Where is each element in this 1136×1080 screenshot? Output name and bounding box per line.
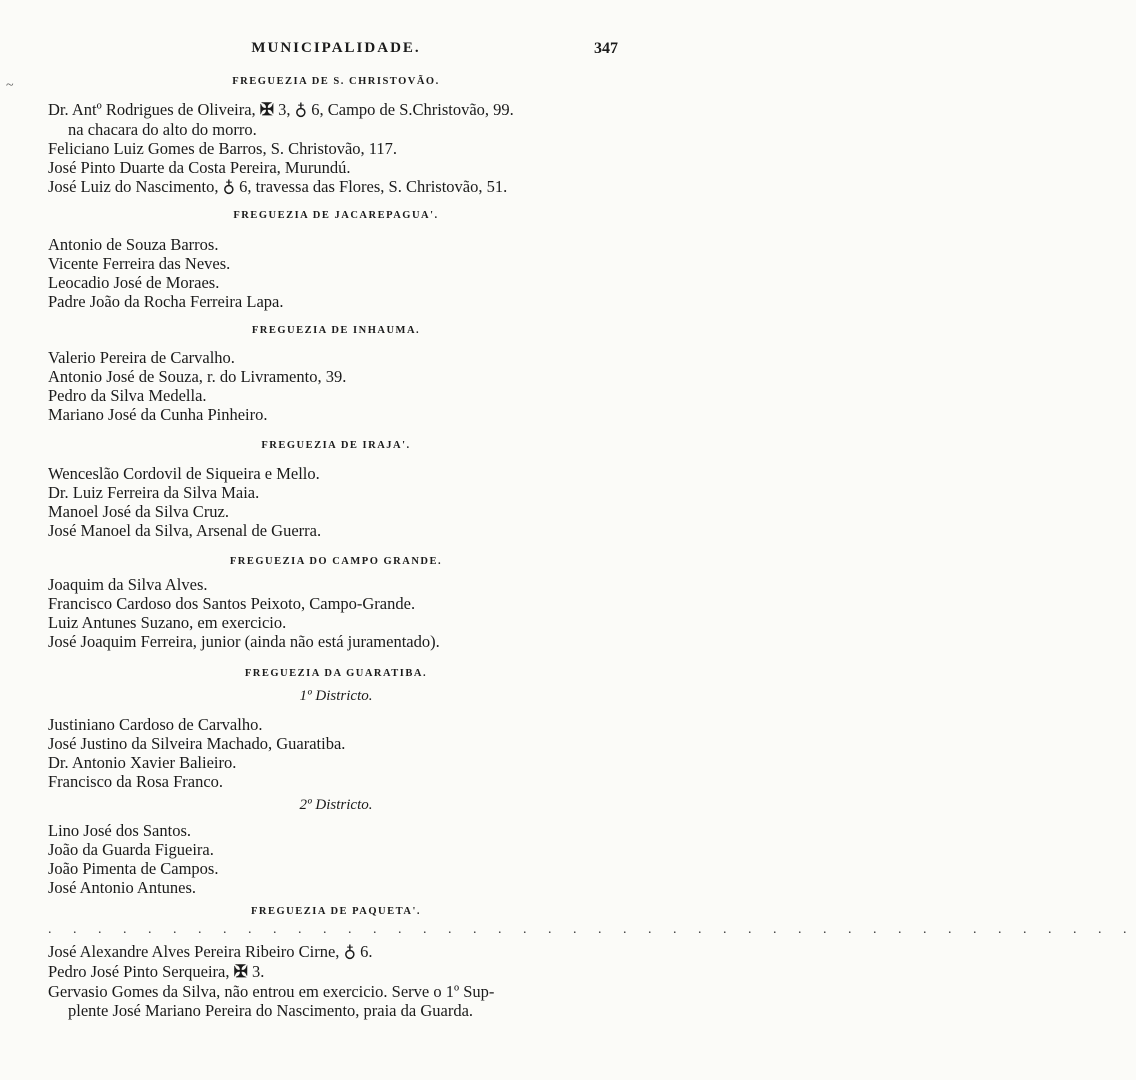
entry-line: José Manoel da Silva, Arsenal de Guerra. xyxy=(48,521,322,540)
rose-icon: ♁ xyxy=(222,177,236,196)
entry-line: José Antonio Antunes. xyxy=(48,878,197,897)
entry-line: Valerio Pereira de Carvalho. xyxy=(48,348,235,367)
entry-line: José Luiz do Nascimento, ♁ 6, travessa das Flores, S. Christovão, 51. xyxy=(48,177,508,196)
entry-line: Francisco Cardoso dos Santos Peixoto, Campo-Grande. xyxy=(48,594,416,613)
entry-line: Manoel José da Silva Cruz. xyxy=(48,502,230,521)
section-heading: FREGUEZIA DE INHAUMA. xyxy=(251,325,421,336)
rose-icon: ♁ xyxy=(343,942,356,961)
entry-line: Gervasio Gomes da Silva, não entrou em exercicio. Serve o 1º Sup- xyxy=(48,982,495,1001)
section-heading: FREGUEZIA DE S. CHRISTOVÃO. xyxy=(232,76,440,87)
entry-line: Dr. Antº Rodrigues de Oliveira, ✠ 3, ♁ 6, Campo de S.Christovão, 99. xyxy=(48,100,514,119)
entry-line: Justiniano Cardoso de Carvalho. xyxy=(48,715,263,734)
section-heading: FREGUEZIA DE PAQUETA'. xyxy=(250,906,421,917)
entry-line: na chacara do alto do morro. xyxy=(68,120,257,139)
entry-line: Padre João da Rocha Ferreira Lapa. xyxy=(48,292,284,311)
page-number: 347 xyxy=(594,40,618,57)
page-header xyxy=(0,40,672,62)
section-heading: FREGUEZIA DE IRAJA'. xyxy=(261,440,411,451)
cross-icon: ✠ xyxy=(259,100,275,119)
district-heading: 1º Districto. xyxy=(299,688,373,704)
cross-icon: ✠ xyxy=(233,962,248,981)
entry-line: João Pimenta de Campos. xyxy=(48,859,219,878)
section-heading: FREGUEZIA DE JACAREPAGUA'. xyxy=(233,210,439,221)
entry-line: Wenceslão Cordovil de Siqueira e Mello. xyxy=(48,464,320,483)
entry-line: Vicente Ferreira das Neves. xyxy=(48,254,231,273)
entry-line: Mariano José da Cunha Pinheiro. xyxy=(48,405,268,424)
entry-line: Dr. Antonio Xavier Balieiro. xyxy=(48,753,237,772)
section-heading: FREGUEZIA DO CAMPO GRANDE. xyxy=(229,556,443,567)
entry-line: Leocadio José de Moraes. xyxy=(48,273,220,292)
entry-line: Pedro da Silva Medella. xyxy=(48,386,207,405)
entry-line: José Pinto Duarte da Costa Pereira, Murundú. xyxy=(48,158,351,177)
district-heading: 2º Districto. xyxy=(299,797,373,813)
stray-mark: ~ xyxy=(6,78,14,93)
entry-line: José Joaquim Ferreira, junior (ainda não está juramentado). xyxy=(48,632,440,651)
entry-line: José Justino da Silveira Machado, Guaratiba. xyxy=(48,734,346,753)
entry-line: Francisco da Rosa Franco. xyxy=(48,772,224,791)
entry-line: Antonio de Souza Barros. xyxy=(48,235,219,254)
entry-line: João da Guarda Figueira. xyxy=(48,840,214,859)
section-heading: FREGUEZIA DA GUARATIBA. xyxy=(244,668,428,679)
page-title: MUNICIPALIDADE. xyxy=(251,40,421,56)
entry-line: Pedro José Pinto Serqueira, ✠ 3. xyxy=(48,962,265,981)
entry-line: Joaquim da Silva Alves. xyxy=(48,575,208,594)
rose-icon: ♁ xyxy=(294,100,308,119)
entry-line: Lino José dos Santos. xyxy=(48,821,192,840)
entry-line: Luiz Antunes Suzano, em exercicio. xyxy=(48,613,287,632)
entry-line: Antonio José de Souza, r. do Livramento, 39. xyxy=(48,367,347,386)
entry-line: José Alexandre Alves Pereira Ribeiro Cirne, ♁ 6. xyxy=(48,942,373,961)
dotted-leader: . . . . . . . . . . . . . . . . . . . . . . . . . . . . . . . . . . . . . . . . . . . . xyxy=(48,922,1136,937)
entry-line: Dr. Luiz Ferreira da Silva Maia. xyxy=(48,483,260,502)
entry-line: plente José Mariano Pereira do Nascimento, praia da Guarda. xyxy=(68,1001,474,1020)
entry-line: Feliciano Luiz Gomes de Barros, S. Christovão, 117. xyxy=(48,139,398,158)
